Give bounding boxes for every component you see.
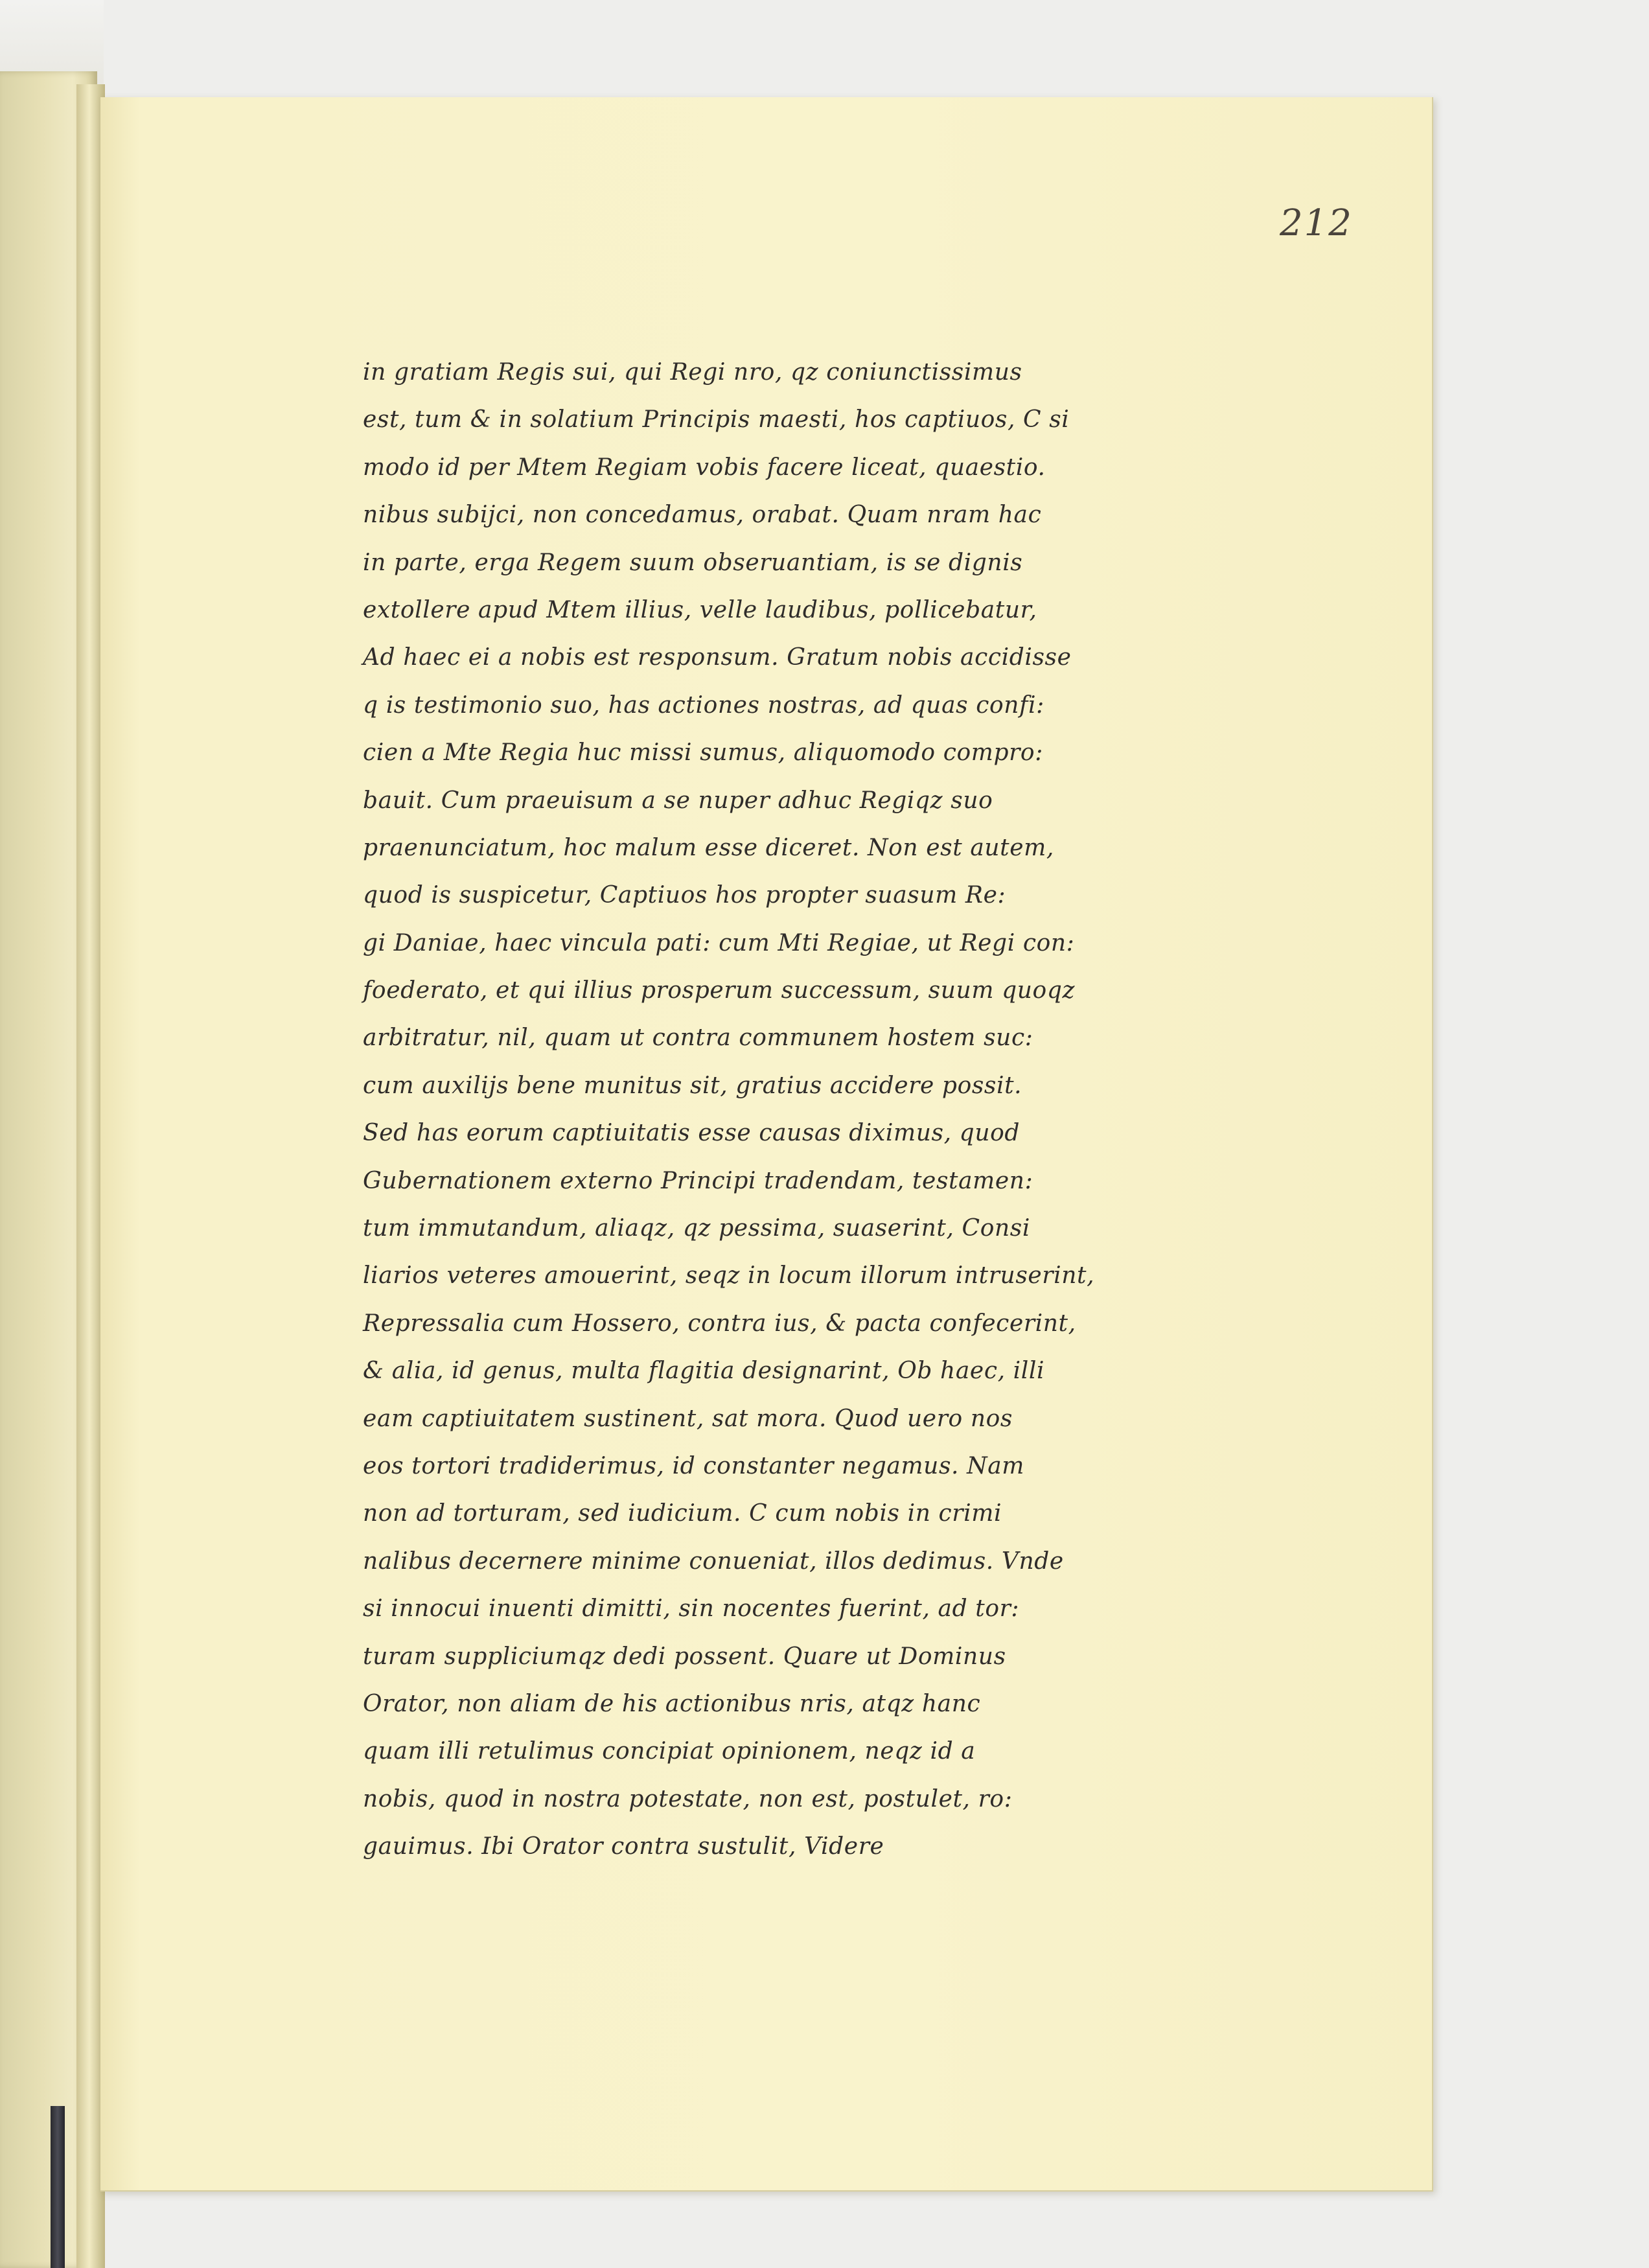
text-line: quam illi retulimus concipiat opinionem, neqz id a	[363, 1738, 976, 1765]
binding-cloth	[51, 2106, 65, 2268]
text-line: turam suppliciumqz dedi possent. Quare ut Dominus	[363, 1643, 1006, 1670]
text-line: Sed has eorum captiuitatis esse causas diximus, quod	[363, 1120, 1021, 1147]
handwritten-text-block	[363, 349, 1160, 1871]
text-line: arbitratur, nil, quam ut contra communem hostem suc:	[363, 1024, 1033, 1052]
text-line: est, tum & in solatium Principis maesti, hos captiuos, C si	[363, 406, 1070, 434]
text-line: q is testimonio suo, has actiones nostras, ad quas confi:	[363, 691, 1044, 719]
text-line: gauimus. Ibi Orator contra sustulit, Videre	[363, 1833, 884, 1860]
folio-number: 212	[1280, 202, 1353, 244]
text-line: extollere apud Mtem illius, velle laudibus, pollicebatur,	[363, 596, 1037, 623]
text-line: si innocui inuenti dimitti, sin nocentes fuerint, ad tor:	[363, 1595, 1020, 1623]
text-line: in gratiam Regis sui, qui Regi nro, qz coniunctissimus	[363, 359, 1022, 386]
text-line: liarios veteres amouerint, seqz in locum illorum intruserint,	[363, 1262, 1095, 1290]
text-line: praenunciatum, hoc malum esse diceret. Non est autem,	[363, 834, 1054, 861]
text-line: tum immutandum, aliaqz, qz pessima, suaserint, Consi	[363, 1215, 1030, 1242]
text-line: Orator, non aliam de his actionibus nris, atqz hanc	[363, 1690, 981, 1717]
text-line: in parte, erga Regem suum obseruantiam, is se dignis	[363, 549, 1023, 576]
text-line: eos tortori tradiderimus, id constanter negamus. Nam	[363, 1452, 1025, 1479]
text-line: gi Daniae, haec vincula pati: cum Mti Regiae, ut Regi con:	[363, 929, 1075, 956]
text-line: modo id per Mtem Regiam vobis facere liceat, quaestio.	[363, 454, 1046, 481]
text-line: cum auxilijs bene munitus sit, gratius accidere possit.	[363, 1072, 1022, 1099]
text-line: Gubernationem externo Principi tradendam, testamen:	[363, 1167, 1033, 1194]
text-line: cien a Mte Regia huc missi sumus, aliquomodo compro:	[363, 739, 1043, 767]
text-line: nalibus decernere minime conueniat, illos dedimus. Vnde	[363, 1547, 1064, 1575]
text-line: nibus subijci, non concedamus, orabat. Quam nram hac	[363, 502, 1042, 529]
text-line: nobis, quod in nostra potestate, non est, postulet, ro:	[363, 1785, 1013, 1812]
text-line: bauit. Cum praeuisum a se nuper adhuc Regiqz suo	[363, 787, 993, 814]
text-line: quod is suspicetur, Captiuos hos propter suasum Re:	[363, 882, 1006, 909]
text-line: & alia, id genus, multa flagitia designarint, Ob haec, illi	[363, 1358, 1045, 1385]
text-line: foederato, et qui illius prosperum successum, suum quoqz	[363, 977, 1076, 1004]
text-line: eam captiuitatem sustinent, sat mora. Quod uero nos	[363, 1405, 1013, 1432]
text-line: Ad haec ei a nobis est responsum. Gratum nobis accidisse	[363, 644, 1072, 671]
text-line: Repressalia cum Hossero, contra ius, & pacta confecerint,	[363, 1310, 1076, 1337]
text-line: non ad torturam, sed iudicium. C cum nobis in crimi	[363, 1500, 1002, 1527]
